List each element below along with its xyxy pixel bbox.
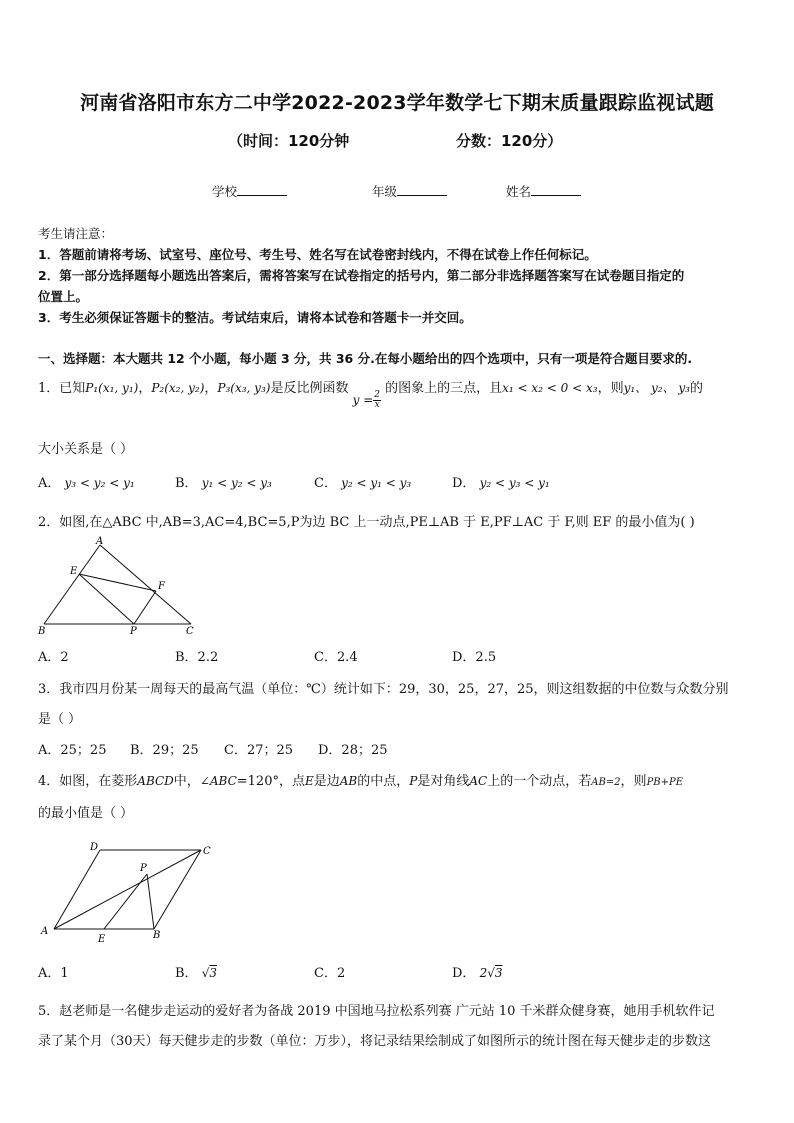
question-2: 2．如图,在△ABC 中,AB=3,AC=4,BC=5,P为边 BC 上一动点,PE⊥AB 于 E,PF⊥AC 于 F,则 EF 的最小值为( ) bbox=[38, 515, 695, 530]
q2-option-d[interactable]: D．2.5 bbox=[452, 650, 497, 665]
page-title: 河南省洛阳市东方二中学2022-2023学年数学七下期末质量跟踪监视试题 bbox=[80, 92, 714, 114]
label-e: E bbox=[98, 934, 106, 945]
note-item: 位置上。 bbox=[38, 289, 89, 304]
section-heading: 一、选择题：本大题共 12 个小题，每小题 3 分，共 36 分.在每小题给出的四个选项中，只有一项是符合题目要求的. bbox=[38, 351, 693, 366]
question-4: 4．如图，在菱形ABCD中，∠ABC=120°，点E是边AB的中点，P是对角线AC上的一个动点，若AB=2，则PB+PE bbox=[38, 774, 684, 789]
label-a: A bbox=[41, 926, 49, 937]
segment-pf bbox=[134, 591, 156, 624]
question-1: 1．已知P₁(x₁, y₁)，P₂(x₂, y₂)，P₃(x₃, y₃)是反比例函数 y = $\frac{2}{x}$ 的图象上的三点，且x₁ < x₂ < 0 < x₃，则y₁、 y₂、 y₃的 bbox=[38, 381, 704, 410]
label-a: A bbox=[96, 536, 104, 547]
q1-option-a[interactable]: A． y₃ < y₂ < y₁ bbox=[38, 476, 135, 491]
q3-option-c[interactable]: C．27；25 bbox=[224, 743, 294, 758]
q2-option-a[interactable]: A．2 bbox=[38, 650, 69, 665]
question-4-line2: 的最小值是（ ） bbox=[38, 806, 134, 821]
rhombus-figure bbox=[34, 836, 224, 946]
edge-ab bbox=[44, 545, 100, 624]
triangle-figure bbox=[34, 536, 204, 636]
segment-ef bbox=[79, 574, 156, 591]
q3-option-d[interactable]: D．28；25 bbox=[318, 743, 388, 758]
diagonal-ac bbox=[54, 850, 201, 929]
q1-option-c[interactable]: C． y₂ < y₁ < y₃ bbox=[314, 476, 412, 491]
note-item: 3．考生必须保证答题卡的整洁。考试结束后，请将本试卷和答题卡一并交回。 bbox=[38, 310, 472, 325]
question-3-line2: 是（ ） bbox=[38, 712, 82, 727]
q4-option-a[interactable]: A．1 bbox=[38, 966, 69, 981]
q1-option-b[interactable]: B． y₁ < y₂ < y₃ bbox=[175, 476, 272, 491]
school-label: 学校 bbox=[212, 184, 238, 199]
q2-option-c[interactable]: C．2.4 bbox=[314, 650, 358, 665]
segment-pe bbox=[79, 574, 134, 624]
q3-option-a[interactable]: A．25；25 bbox=[38, 743, 107, 758]
q4-option-b[interactable]: B． √3 bbox=[175, 966, 217, 981]
grade-label: 年级 bbox=[372, 184, 398, 199]
question-5: 5．赵老师是一名健步走运动的爱好者为备战 2019 中国地马拉松系列赛 广元站 10 千米群众健身赛，她用手机软件记 bbox=[38, 1004, 715, 1019]
grade-field[interactable] bbox=[372, 182, 447, 200]
question-5-line2: 录了某个月（30天）每天健步走的步数（单位：万步），将记录结果绘制成了如图所示的统计图在每天健步走的步数这 bbox=[38, 1034, 712, 1049]
school-field[interactable] bbox=[212, 182, 287, 200]
question-1-line2: 大小关系是（ ） bbox=[38, 442, 134, 457]
segment-pb bbox=[147, 874, 154, 929]
label-c: C bbox=[186, 626, 194, 636]
edge-ac bbox=[100, 545, 191, 624]
label-p: P bbox=[130, 626, 137, 636]
label-p: P bbox=[140, 863, 147, 874]
name-field[interactable] bbox=[506, 182, 581, 200]
edge-bc bbox=[154, 850, 201, 929]
notes-heading: 考生请注意： bbox=[38, 226, 114, 241]
label-c: C bbox=[203, 846, 211, 857]
label-d: D bbox=[90, 842, 99, 853]
exam-score: 分数：120分） bbox=[456, 132, 563, 150]
label-e: E bbox=[70, 566, 78, 577]
q4-option-d[interactable]: D． 2√3 bbox=[452, 966, 503, 981]
q4-option-c[interactable]: C．2 bbox=[314, 966, 346, 981]
label-b: B bbox=[153, 930, 161, 941]
note-item: 1．答题前请将考场、试室号、座位号、考生号、姓名写在试卷密封线内，不得在试卷上作任何标记。 bbox=[38, 247, 597, 262]
q3-option-b[interactable]: B．29；25 bbox=[130, 743, 199, 758]
segment-pe bbox=[104, 874, 147, 929]
q1-option-d[interactable]: D． y₂ < y₃ < y₁ bbox=[452, 476, 550, 491]
label-b: B bbox=[38, 626, 46, 636]
question-3: 3．我市四月份某一周每天的最高气温（单位：℃）统计如下：29，30，25，27，25，则这组数据的中位数与众数分别 bbox=[38, 682, 729, 697]
exam-time: （时间：120分钟 bbox=[228, 132, 350, 150]
name-label: 姓名 bbox=[506, 184, 532, 199]
q2-option-b[interactable]: B．2.2 bbox=[175, 650, 219, 665]
note-item: 2．第一部分选择题每小题选出答案后，需将答案写在试卷指定的括号内，第二部分非选择题答案写在试卷题目指定的 bbox=[38, 268, 685, 283]
label-f: F bbox=[158, 581, 165, 592]
